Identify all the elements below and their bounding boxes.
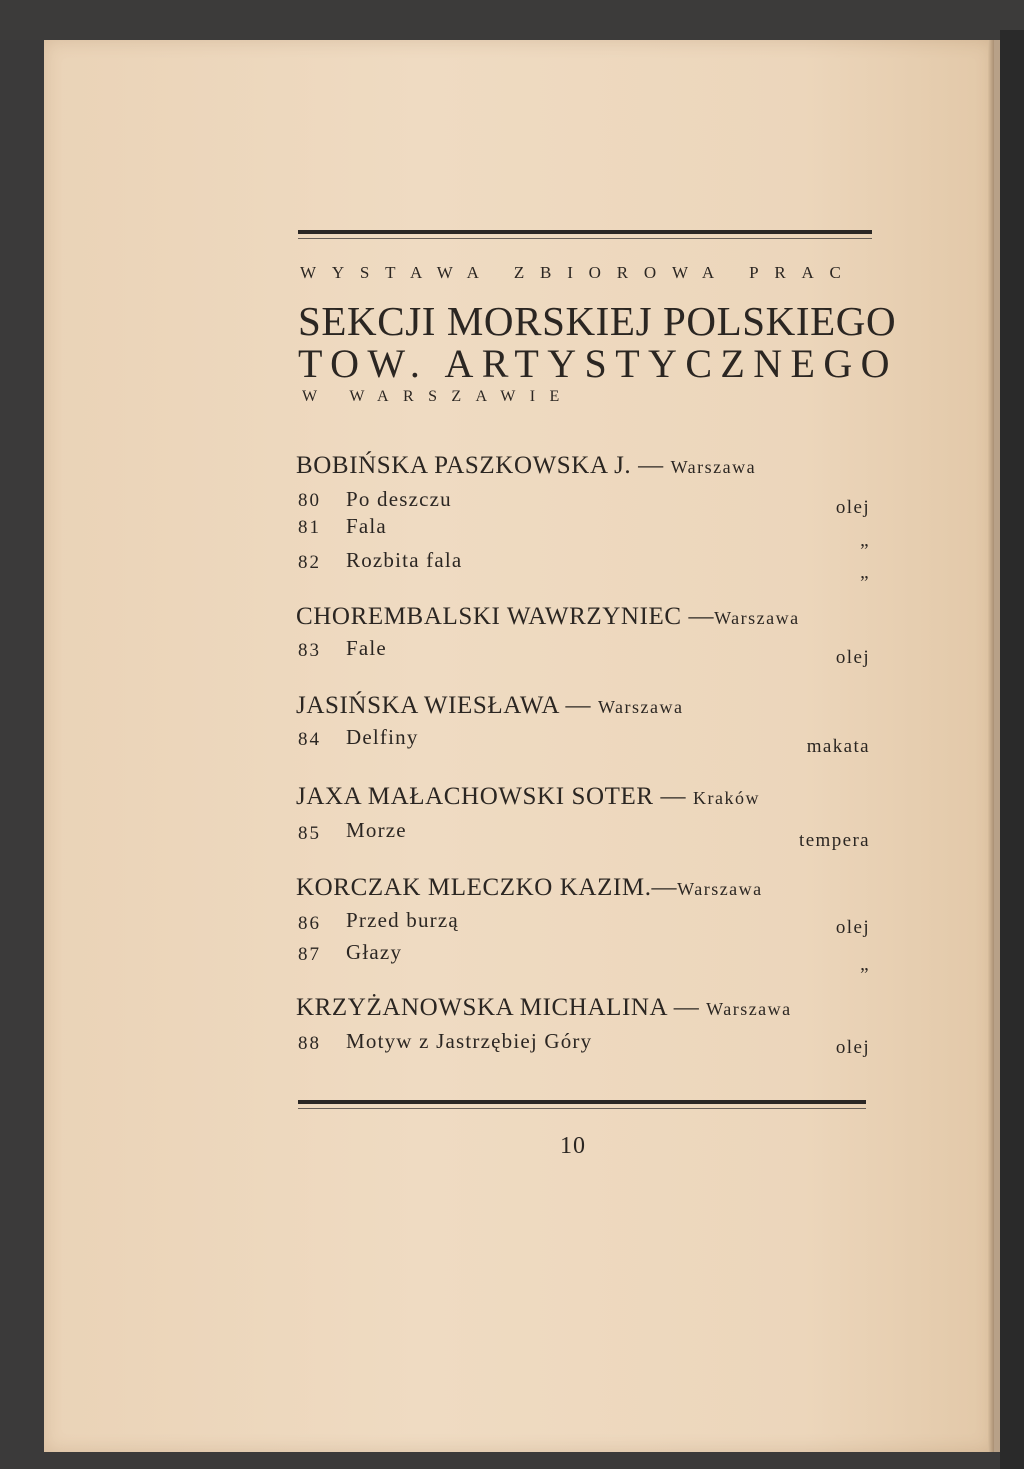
artist-separator: —	[653, 783, 693, 810]
artist-name: KORCZAK MLECZKO KAZIM.	[296, 874, 652, 901]
top-rule-thin	[298, 238, 872, 239]
artwork-medium: olej	[835, 647, 870, 668]
scan-background	[0, 0, 1024, 40]
artwork-medium: olej	[835, 1037, 870, 1058]
artist-name: JASIŃSKA WIESŁAWA	[296, 692, 559, 719]
catalog-number: 88	[298, 1033, 321, 1054]
artist-separator: —	[681, 603, 715, 630]
artist-name-row	[296, 874, 763, 902]
catalog-number: 84	[298, 729, 321, 750]
artist-city: Warszawa	[677, 879, 763, 899]
artwork-title: Motyw z Jastrzębiej Góry	[346, 1029, 593, 1053]
catalog-number: 85	[298, 823, 321, 844]
book-spine	[1000, 30, 1024, 1469]
artist-city: Warszawa	[597, 697, 684, 717]
artwork-medium: makata	[806, 736, 870, 757]
artwork-medium-ditto: „	[860, 562, 870, 583]
artwork-title: Fale	[346, 636, 387, 660]
artist-city: Kraków	[692, 788, 760, 808]
artist-city: Warszawa	[706, 999, 792, 1019]
artist-name-row	[296, 603, 800, 631]
artist-city: Warszawa	[714, 608, 800, 628]
artist-name: JAXA MAŁACHOWSKI SOTER	[296, 783, 654, 810]
artist-separator: —	[558, 692, 598, 719]
artwork-title: Po deszczu	[346, 487, 452, 511]
top-rule-thick	[298, 230, 872, 234]
artist-separator: —	[631, 452, 671, 479]
artwork-medium-ditto: „	[860, 530, 870, 551]
catalog-number: 87	[298, 944, 321, 965]
artist-name: CHOREMBALSKI WAWRZYNIEC	[296, 603, 682, 630]
artwork-medium: olej	[835, 497, 870, 518]
catalog-number: 80	[298, 490, 321, 511]
exhibition-heading: WYSTAWA ZBIOROWA PRAC	[300, 263, 857, 282]
catalog-number: 81	[298, 517, 321, 538]
location-heading: W WARSZAWIE	[302, 388, 574, 405]
artist-separator: —	[666, 994, 707, 1021]
artwork-title: Morze	[346, 818, 407, 842]
artwork-medium: olej	[835, 917, 870, 938]
artist-name-row	[296, 783, 760, 811]
page-number: 10	[560, 1133, 586, 1159]
artwork-title: Głazy	[346, 940, 403, 964]
artwork-title: Rozbita fala	[346, 548, 463, 572]
artist-name: BOBIŃSKA PASZKOWSKA J.	[296, 452, 632, 479]
society-title: TOW. ARTYSTYCZNEGO	[298, 341, 898, 386]
artwork-title: Delfiny	[346, 725, 419, 749]
catalog-number: 82	[298, 552, 321, 573]
artwork-title: Przed burzą	[346, 908, 459, 932]
artist-city: Warszawa	[670, 457, 757, 477]
bottom-rule-thick	[298, 1100, 866, 1104]
artwork-title: Fala	[346, 514, 387, 538]
bottom-rule-thin	[298, 1108, 866, 1109]
catalog-number: 83	[298, 640, 321, 661]
section-title: SEKCJI MORSKIEJ POLSKIEGO	[298, 298, 897, 344]
artist-name-row	[296, 994, 792, 1022]
artwork-medium-ditto: „	[860, 954, 870, 975]
artist-separator: —	[651, 874, 678, 901]
artist-name-row	[296, 692, 683, 720]
artist-name-row	[296, 452, 756, 480]
catalog-number: 86	[298, 913, 321, 934]
artwork-medium: tempera	[799, 830, 870, 851]
artist-name: KRZYŻANOWSKA MICHALINA	[296, 994, 667, 1021]
